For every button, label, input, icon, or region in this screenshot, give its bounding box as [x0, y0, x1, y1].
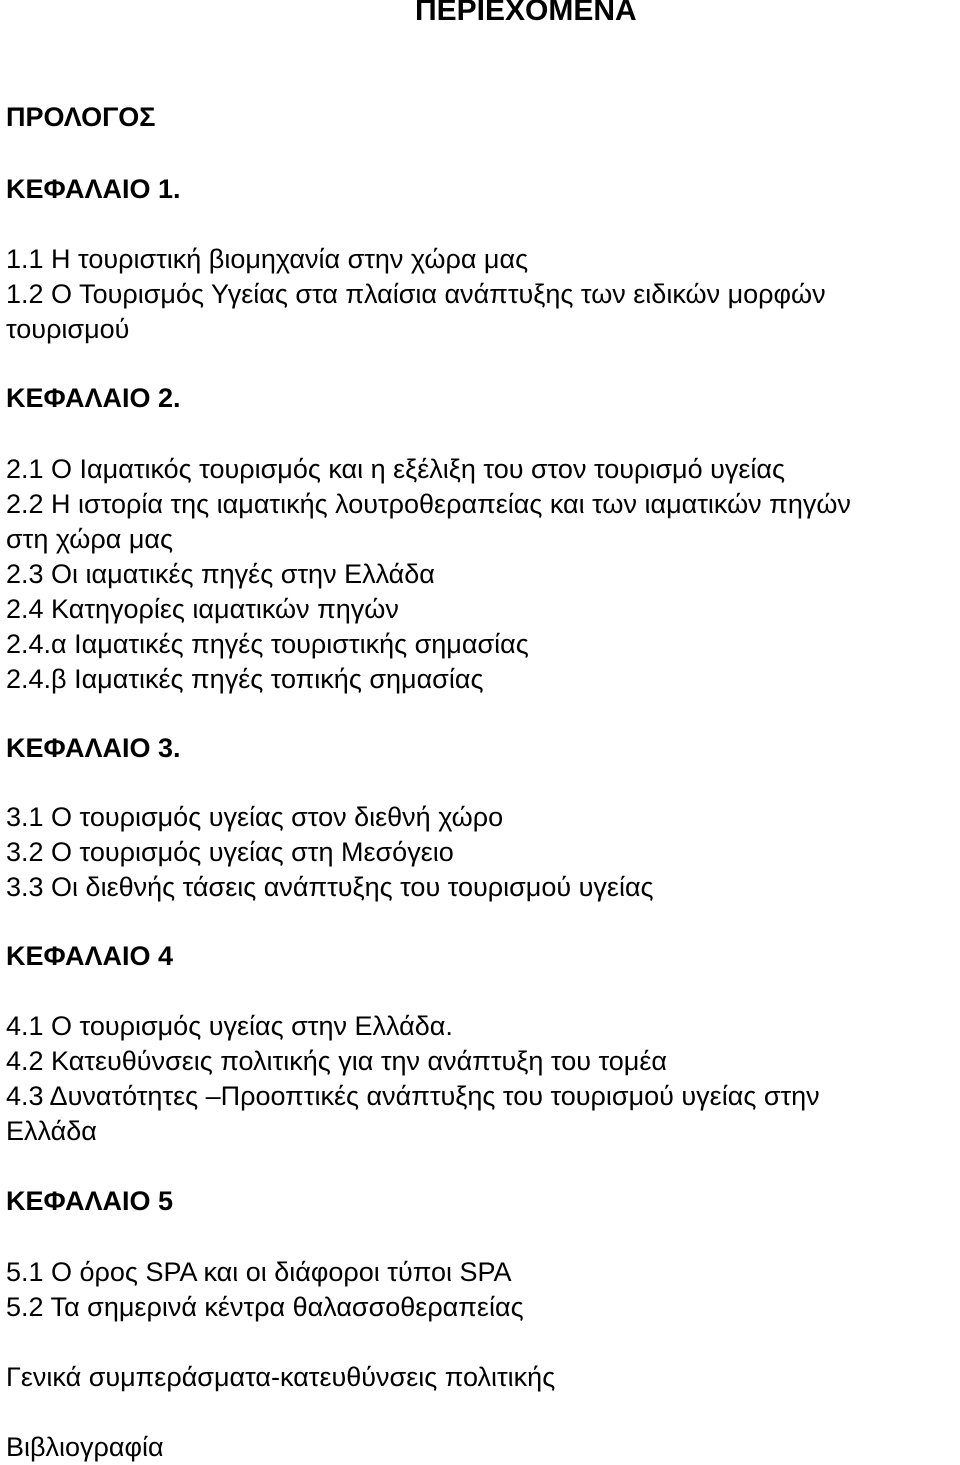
toc-entry-2-4-b: 2.4.β Ιαματικές πηγές τοπικής σημασίας — [6, 664, 484, 694]
prologue-heading: ΠΡΟΛΟΓΟΣ — [6, 102, 156, 132]
page-title: ΠΕΡΙΕΧΟΜΕΝΑ — [415, 0, 637, 27]
chapter-2-heading: ΚΕΦΑΛΑΙΟ 2. — [6, 383, 181, 413]
toc-entry-3-2: 3.2 Ο τουρισμός υγείας στη Μεσόγειο — [6, 837, 454, 867]
toc-entry-2-4: 2.4 Κατηγορίες ιαματικών πηγών — [6, 594, 399, 624]
toc-entry-4-3-continued: Ελλάδα — [6, 1116, 97, 1146]
toc-entry-2-1: 2.1 Ο Ιαματικός τουρισμός και η εξέλιξη του στον τουρισμό υγείας — [6, 454, 786, 484]
chapter-5-heading: ΚΕΦΑΛΑΙΟ 5 — [6, 1186, 173, 1216]
toc-entry-5-2: 5.2 Τα σημερινά κέντρα θαλασσοθεραπείας — [6, 1292, 524, 1322]
toc-entry-3-1: 3.1 Ο τουρισμός υγείας στον διεθνή χώρο — [6, 802, 504, 832]
toc-entry-4-2: 4.2 Κατευθύνσεις πολιτικής για την ανάπτυξη του τομέα — [6, 1046, 667, 1076]
toc-entry-5-1: 5.1 Ο όρος SPA και οι διάφοροι τύποι SPA — [6, 1257, 512, 1287]
bibliography-entry: Βιβλιογραφία — [6, 1432, 164, 1462]
toc-entry-2-2: 2.2 Η ιστορία της ιαματικής λουτροθεραπείας και των ιαματικών πηγών — [6, 489, 851, 519]
toc-entry-2-4-a: 2.4.α Ιαματικές πηγές τουριστικής σημασίας — [6, 629, 529, 659]
toc-entry-4-1: 4.1 Ο τουρισμός υγείας στην Ελλάδα. — [6, 1011, 453, 1041]
toc-entry-2-2-continued: στη χώρα μας — [6, 524, 174, 554]
toc-entry-2-3: 2.3 Οι ιαματικές πηγές στην Ελλάδα — [6, 559, 435, 589]
toc-entry-1-2: 1.2 Ο Τουρισμός Υγείας στα πλαίσια ανάπτυξης των ειδικών μορφών — [6, 279, 826, 309]
conclusions-entry: Γενικά συμπεράσματα-κατευθύνσεις πολιτικής — [6, 1362, 556, 1392]
chapter-3-heading: ΚΕΦΑΛΑΙΟ 3. — [6, 733, 181, 763]
toc-entry-4-3: 4.3 Δυνατότητες –Προοπτικές ανάπτυξης του τουρισμού υγείας στην — [6, 1081, 820, 1111]
chapter-4-heading: ΚΕΦΑΛΑΙΟ 4 — [6, 941, 173, 971]
toc-entry-1-2-continued: τουρισμού — [6, 314, 130, 344]
toc-entry-1-1: 1.1 Η τουριστική βιομηχανία στην χώρα μας — [6, 244, 529, 274]
toc-entry-3-3: 3.3 Οι διεθνής τάσεις ανάπτυξης του τουρισμού υγείας — [6, 872, 654, 902]
chapter-1-heading: ΚΕΦΑΛΑΙΟ 1. — [6, 174, 181, 204]
